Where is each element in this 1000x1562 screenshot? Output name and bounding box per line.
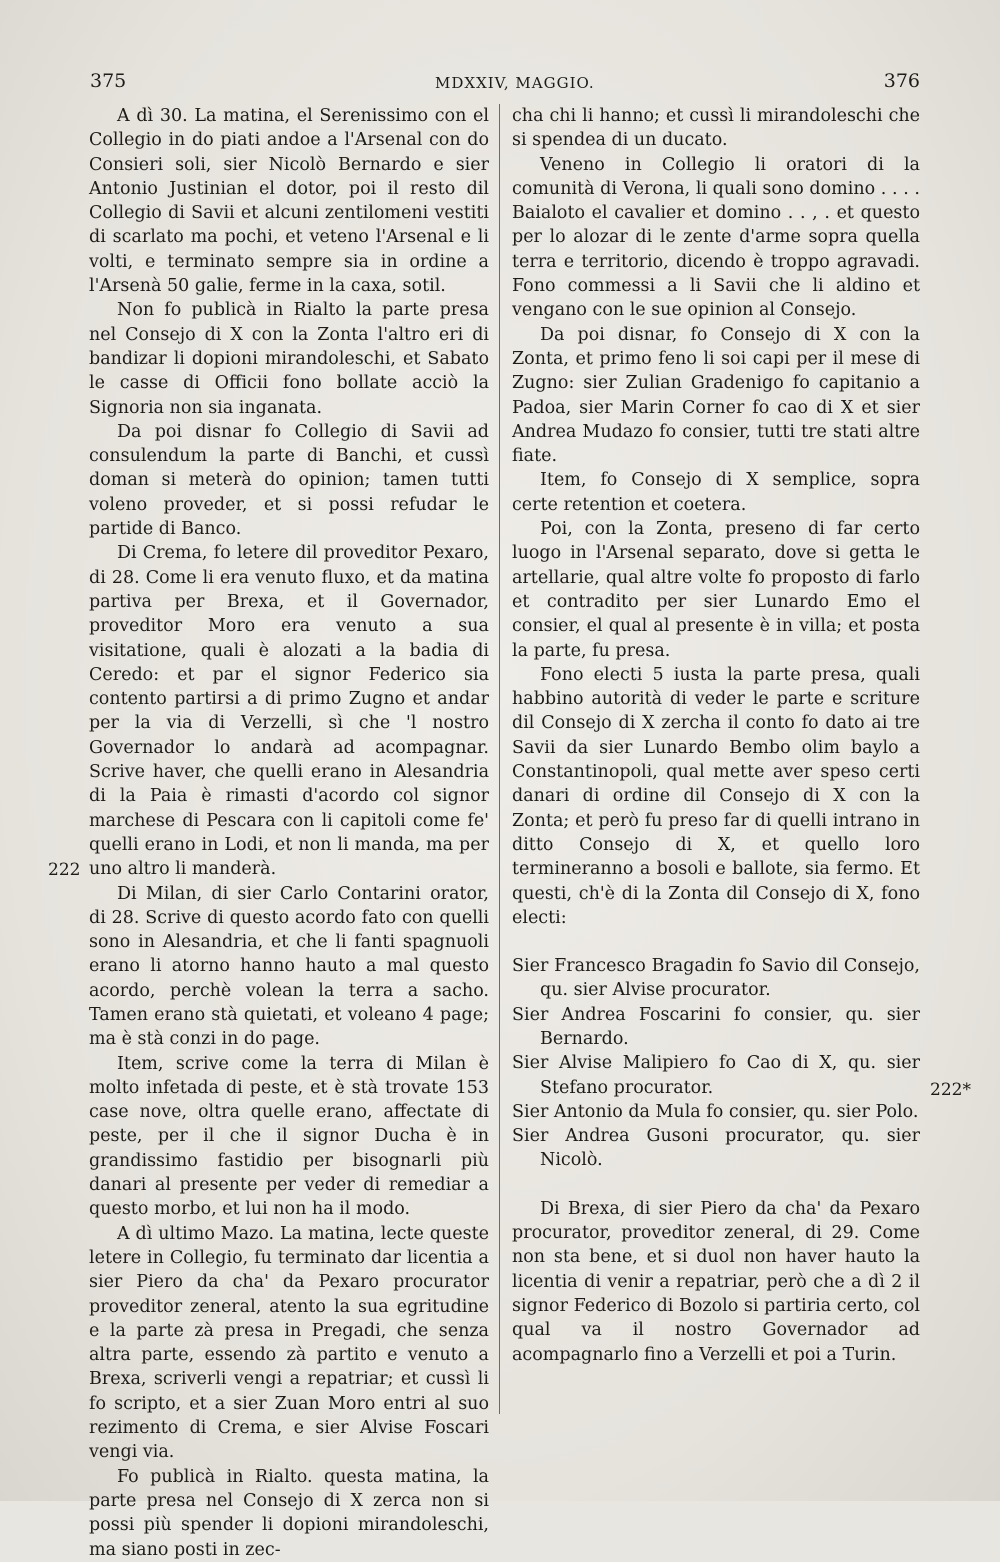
paragraph: Fono electi 5 iusta la parte presa, quali habbino autorità di veder le parte e scriture dil Consejo di X zercha il conto fo dato ai tre Savii da sier Lunardo Bembo olim baylo a Constantinopoli, qual mette aver speso certi danari di ordine dil Consejo di X con la Zonta; et però fu preso far di quelli intrano in ditto Consejo di X, et quello loro termineranno a bosoli e ballote, sia fermo. Et questi, ch'è di la Zonta dil Consejo di X, fono electi: [512,664,920,928]
page-header [90,70,920,100]
paragraph: Di Crema, fo letere dil proveditor Pexaro, di 28. Come li era venuto fluxo, et da matina partiva per Brexa, et il Governador, proveditor Moro era venuto a sua visitatione, quali è alozati a la badia di Ceredo: et par el signor Federico sia contento partirsi a di primo Zugno et andar per la via di Verzelli, sì che 'l nostro Governador lo andarà ad acompagnar. Scrive haver, che quelli erano in Alesandria di la Paia è rimasti d'acordo col signor marchese di Pescara con li capitoli come fe' quelli erano in Lodi, et non li manda, ma per uno altro li manderà. [89,543,489,880]
paragraph: A dì ultimo Mazo. La matina, lecte queste letere in Collegio, fu terminato dar licentia a sier Piero da cha' da Pexaro procurator proveditor zeneral, atento la sua egritudine e la parte zà presa in Pregadi, che senza altra parte, essendo zà partito e venuto a Brexa, scriverli vengi a repatriar; et cussì li fo scripto, et a sier Zuan Moro entri al suo rezimento di Crema, e sier Alvise Foscari vengi via. [89,1223,489,1463]
left-column [89,104,489,1562]
paragraph: Veneno in Collegio li oratori di la comunità di Verona, li quali sono domino . . . . Baialoto el cavalier et domino . . , . et questo per lo alozar di le zente d'arme sopra quella terra e territorio, dicendo è troppo agravadi. Fono commessi a li Savii che li aldino et vengano con le sue opinion al Consejo. [512,154,920,321]
running-title: MDXXIV, MAGGIO. [435,74,595,92]
paragraph: A dì 30. La matina, el Serenissimo con el Collegio in do piati andoe a l'Arsenal con do Consieri soli, sier Nicolò Bernardo e sier Antonio Justinian el dotor, poi il resto dil Collegio di Savii et alcuni zentilomeni vestiti di scarlato ma pochi, et veteno l'Arsenal e li volti, e terminato sempre sia in ordine a l'Arsenà 50 galie, ferme in la caxa, sotil. [89,106,489,297]
elected-names-list [512,954,920,1173]
name-entry: Sier Alvise Malipiero fo Cao di X, qu. sier Stefano procurator. [512,1053,920,1098]
paragraph: Item, fo Consejo di X semplice, sopra certe retention et coetera. [512,470,920,515]
right-column [512,104,920,1367]
margin-number-left: 222 [48,860,81,880]
paragraph: Di Milan, di sier Carlo Contarini orator, di 28. Scrive di questo acordo fato con quelli sono in Alesandria, et che li fanti spagnuoli erano li atorno hanno hauto a mal questo acordo, perchè volean la terra a sacho. Tamen erano stà quietati, et voleano 4 page; ma è stà conzi in do page. [89,883,489,1050]
paragraph: Da poi disnar, fo Consejo di X con la Zonta, et primo feno li soi capi per il mese di Zugno: sier Zulian Gradenigo fo capitanio a Padoa, sier Marin Corner fo cao di X et sier Andrea Mudazo fo consier, tutti tre stati altre fiate. [512,324,920,467]
name-entry: Sier Andrea Gusoni procurator, qu. sier Nicolò. [512,1126,920,1171]
paragraph: Non fo publicà in Rialto la parte presa nel Consejo di X con la Zonta l'altro eri di bandizar li dopioni mirandoleschi, et Sabato le casse di Officii fono bollate acciò la Signoria non sia inganata. [89,300,489,418]
margin-number-right: 222* [930,1080,971,1100]
column-divider [499,104,500,1414]
paragraph: Item, scrive come la terra di Milan è molto infetada di peste, et è stà trovate 153 case nove, oltra quelle erano, affectate di peste, per il che il signor Ducha è in grandissimo fastidio per bisognarli più danari al presente per veder di remediar a questo morbo, et lui non ha il modo. [89,1053,489,1220]
name-entry: Sier Andrea Foscarini fo consier, qu. sier Bernardo. [512,1004,920,1049]
name-entry: Sier Antonio da Mula fo consier, qu. sier Polo. [512,1101,919,1122]
page-number-left: 375 [90,70,127,92]
paragraph: Poi, con la Zonta, preseno di far certo luogo in l'Arsenal separato, dove si getta le artellarie, qual altre volte fo proposto di farlo et contradito per sier Lunardo Emo el consier, el qual al presente è in villa; et posta la parte, fu presa. [512,519,920,661]
paragraph: Da poi disnar fo Collegio di Savii ad consulendum la parte di Banchi, et cussì doman si meterà do opinion; tamen tutti voleno proveder, et si possi refudar le partide di Banco. [89,421,489,540]
paragraph: Fo publicà in Rialto. questa matina, la parte presa nel Consejo di X zerca non si possi più spender li dopioni mirandoleschi, ma siano posti in zec- [89,1466,489,1560]
paragraph: Di Brexa, di sier Piero da cha' da Pexaro procurator, proveditor zeneral, di 29. Come non sta bene, et si duol non haver hauto la licentia di venir a repatriar, però che a dì 2 il signor Federico di Bozolo si partiria certo, col qual va il nostro Governador ad acompagnarlo fino a Verzelli et poi a Turin. [512,1198,920,1365]
name-entry: Sier Francesco Bragadin fo Savio dil Consejo, qu. sier Alvise procurator. [512,956,920,1001]
paragraph: cha chi li hanno; et cussì li mirandoleschi che si spendea di un ducato. [512,106,920,151]
page-number-right: 376 [883,70,920,92]
